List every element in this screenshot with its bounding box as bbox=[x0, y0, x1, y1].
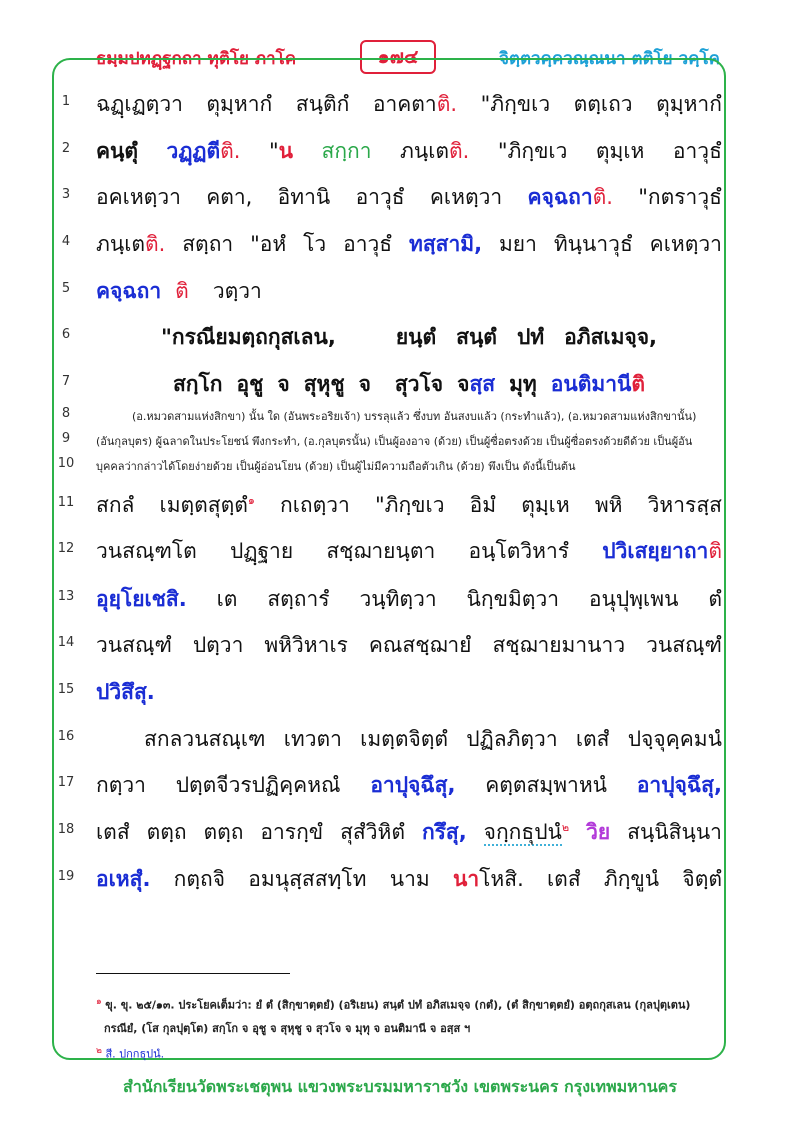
line-number: 15 bbox=[57, 682, 75, 697]
word: อนุปุพฺเพน bbox=[588, 587, 679, 611]
word: สุหุชู bbox=[303, 372, 345, 396]
word: เต bbox=[216, 587, 238, 611]
word: วิย bbox=[586, 820, 611, 844]
translation-line-8: (อ.หมวดสามแห่งสิกขา) นั้น ใด (อันพระอริยเจ้า) บรรลุแล้ว ซึ่งบท อันสงบแล้ว (กระทำแล้ว), (อ.หมวดสามแห่งสิกขานั้น) bbox=[132, 410, 697, 423]
word-part: นา bbox=[452, 867, 480, 891]
word bbox=[269, 135, 293, 168]
word: วนสณฺฑํ bbox=[646, 633, 722, 657]
word-suffix: สฺส bbox=[469, 372, 496, 396]
line-number: 2 bbox=[61, 141, 71, 156]
word-part: ภนฺเต bbox=[400, 139, 450, 163]
word: สตฺถา bbox=[182, 232, 234, 256]
word: มยา bbox=[498, 232, 537, 256]
word-part: อาคตา bbox=[372, 92, 437, 116]
word: อนฺโตวิหารํ bbox=[468, 539, 570, 563]
word: สกลวนสณฺเฑ bbox=[144, 727, 266, 751]
word bbox=[96, 228, 165, 261]
word: เตสํ bbox=[96, 820, 130, 844]
text-line-11 bbox=[96, 489, 722, 522]
line-number: 19 bbox=[57, 869, 75, 884]
word bbox=[160, 489, 255, 522]
footnote-divider bbox=[96, 973, 290, 974]
word: นิกฺขมิตฺวา bbox=[466, 587, 560, 611]
word: คตา, bbox=[206, 185, 253, 209]
verse-line-6 bbox=[96, 321, 722, 354]
word-suffix: ติ. bbox=[449, 139, 470, 163]
word bbox=[453, 863, 524, 896]
word: มุทุ bbox=[509, 372, 537, 396]
word: ทินฺนาวุธํ bbox=[553, 232, 633, 256]
word: อาปุจฺฉึสุ, bbox=[636, 773, 722, 797]
word: คณสชฺฌายํ bbox=[368, 633, 472, 657]
word: คเหตฺวา bbox=[429, 185, 503, 209]
word: "กรณียมตฺถกุสเลน, bbox=[160, 325, 336, 349]
word bbox=[602, 535, 722, 568]
word bbox=[551, 368, 645, 401]
word: อารกฺขํ bbox=[260, 820, 324, 844]
word: "ภิกฺขเว bbox=[480, 92, 551, 116]
word: สุวโจ bbox=[394, 372, 444, 396]
word: กตฺถจิ bbox=[173, 867, 226, 891]
quote-mark: " bbox=[268, 139, 279, 163]
word: ปตฺตจีวรปฏิคฺคหณํ bbox=[175, 773, 341, 797]
word: สุสํวิหิตํ bbox=[340, 820, 406, 844]
word: จิตฺตํ bbox=[682, 867, 722, 891]
footnote-ref[interactable]: ๒ bbox=[561, 821, 570, 834]
text-line-19 bbox=[96, 863, 722, 896]
footnote-mark: ๑ bbox=[96, 997, 102, 1007]
word: อิมํ bbox=[469, 493, 497, 517]
word: "อหํ bbox=[250, 232, 287, 256]
word-part: น bbox=[278, 139, 294, 163]
verse-line-7 bbox=[96, 368, 722, 401]
word: ตตฺถ bbox=[146, 820, 187, 844]
word bbox=[484, 816, 570, 849]
word-suffix: ติ. bbox=[145, 232, 166, 256]
text-line-17 bbox=[96, 769, 722, 802]
footnote-ref[interactable]: ๑ bbox=[247, 494, 255, 507]
line-number: 9 bbox=[61, 431, 71, 446]
translation-line-9: (อันกุลบุตร) ผู้ฉลาดในประโยชน์ พึงกระทำ, (อ.กุลบุตรนั้น) เป็นผู้องอาจ (ด้วย) เป็นผู้ซื่อตรงด้วย เป็นผู้ซื่อตรงด้วยดีด้วย เป็นผู้อัน bbox=[96, 435, 693, 448]
word: สนฺตํ bbox=[456, 325, 497, 349]
word: ปฏิลภิตฺวา bbox=[466, 727, 558, 751]
word-suffix: ติ. bbox=[436, 92, 458, 116]
word: ฉฏฺเฏตฺวา bbox=[96, 92, 183, 116]
word bbox=[400, 135, 469, 168]
word-part: ภนฺเต bbox=[96, 232, 146, 256]
line-number: 18 bbox=[57, 822, 75, 837]
footnote-mark: ๒ bbox=[96, 1046, 102, 1056]
word: กตฺวา bbox=[96, 773, 146, 797]
line-number: 16 bbox=[57, 729, 75, 744]
word: อาวุธํ bbox=[672, 139, 722, 163]
text-line-4 bbox=[96, 228, 722, 261]
word: ปตฺวา bbox=[192, 633, 244, 657]
text-line-15 bbox=[96, 676, 722, 709]
word: อาวุธํ bbox=[355, 185, 405, 209]
text-line-14 bbox=[96, 629, 722, 662]
footnote-1-continued bbox=[96, 1019, 734, 1037]
line-number: 1 bbox=[61, 94, 71, 109]
word: วนสณฺฑํ bbox=[96, 633, 172, 657]
word: ตุมฺเห bbox=[521, 493, 570, 517]
text-line-5 bbox=[96, 275, 722, 308]
word-part: อนติมานี bbox=[550, 372, 632, 396]
word: คตฺตสมฺพาหนํ bbox=[485, 773, 608, 797]
line-number: 4 bbox=[61, 234, 71, 249]
page-number-box: ๑๗๔ bbox=[360, 40, 436, 74]
word-part: ปวิเสยฺยาถา bbox=[602, 539, 709, 563]
word: วนสณฺฑโต bbox=[96, 539, 197, 563]
text-line-3 bbox=[96, 181, 722, 214]
word: อมนุสฺสสทฺโท bbox=[248, 867, 367, 891]
text-line-18 bbox=[96, 816, 722, 849]
word: ปจฺจุคฺคมนํ bbox=[627, 727, 722, 751]
word: กเถตฺวา bbox=[280, 493, 350, 517]
word: สกลํ bbox=[96, 493, 135, 517]
page-footer: สำนักเรียนวัดพระเชตุพน แขวงพระบรมมหาราชวัง เขตพระนคร กรุงเทพมหานคร bbox=[123, 1077, 677, 1096]
word: ปทํ bbox=[516, 325, 545, 349]
word-part: จ bbox=[457, 372, 470, 396]
header-right-title: จิตฺตวคฺควณฺณนา ตติโย วคฺโค bbox=[498, 49, 720, 69]
footnote-1 bbox=[96, 994, 726, 1014]
word: เทวตา bbox=[283, 727, 342, 751]
word: ทสฺสามิ, bbox=[408, 232, 483, 256]
word: สกฺโก bbox=[172, 372, 223, 396]
word-suffix: ติ bbox=[708, 539, 722, 563]
word: จ bbox=[277, 372, 290, 396]
translation-line-10: บุคคลว่ากล่าวได้โดยง่ายด้วย เป็นผู้อ่อนโยน (ด้วย) เป็นผู้ไม่มีความถือตัวเกิน (ด้วย) พึงเป็น ดังนี้เป็นต้น bbox=[96, 460, 576, 473]
word-suffix: ติ bbox=[631, 372, 646, 396]
word: ติ bbox=[175, 279, 189, 303]
word: ปวิสึสุ. bbox=[96, 680, 155, 704]
word: เตสํ bbox=[547, 867, 581, 891]
word: จ bbox=[358, 372, 371, 396]
text-line-1 bbox=[96, 88, 722, 121]
text-line-12 bbox=[96, 535, 722, 568]
word bbox=[527, 181, 613, 214]
line-number: 11 bbox=[57, 495, 75, 510]
word: อภิสเมจฺจ, bbox=[564, 325, 658, 349]
line-number: 7 bbox=[61, 374, 71, 389]
word: โว bbox=[303, 232, 327, 256]
word-part: วฏฺฏตี bbox=[166, 139, 221, 163]
word: วิหารสฺส bbox=[647, 493, 722, 517]
word: วนฺทิตฺวา bbox=[359, 587, 437, 611]
word: สกฺกา bbox=[321, 139, 372, 163]
word: ภิกฺขูนํ bbox=[603, 867, 660, 891]
word: สชฺฌายมานาว bbox=[492, 633, 626, 657]
word-part: จกฺกธุปนํ bbox=[483, 820, 562, 844]
line-number: 6 bbox=[61, 327, 71, 342]
word: พหิวิหาเร bbox=[264, 633, 348, 657]
word: สตฺถารํ bbox=[267, 587, 330, 611]
word: ตํ bbox=[708, 587, 722, 611]
word-suffix: โหสิ. bbox=[479, 867, 524, 891]
word: ตุมฺหากํ bbox=[206, 92, 273, 116]
line-number: 12 bbox=[57, 541, 75, 556]
word: สนฺติกํ bbox=[295, 92, 350, 116]
word: พหิ bbox=[594, 493, 623, 517]
line-number: 13 bbox=[57, 589, 75, 604]
word: ปฏฺฐาย bbox=[230, 539, 294, 563]
line-number: 5 bbox=[61, 281, 71, 296]
word: สนฺนิสินฺนา bbox=[627, 820, 722, 844]
footnote-text: สี. ปกฺกธุปนํ. bbox=[105, 1047, 165, 1061]
word: "ภิกฺขเว bbox=[497, 139, 568, 163]
header-left-title: ธมฺมปทฏฺฐกถา ทุติโย ภาโค bbox=[96, 49, 297, 69]
word: วตฺวา bbox=[212, 279, 262, 303]
word: อุยฺโยเชสิ. bbox=[96, 587, 187, 611]
text-line-16 bbox=[144, 723, 722, 756]
text-line-13 bbox=[96, 583, 722, 616]
word: อาวุธํ bbox=[343, 232, 393, 256]
word: เมตฺตจิตฺตํ bbox=[360, 727, 449, 751]
footnote-text: ขุ. ขุ. ๒๕/๑๓. ประโยคเต็มว่า: ยํ ตํ (สิกฺขาตฺตยํ) (อริเยน) สนฺตํ ปทํ อภิสเมจฺจ (กตํ), (ตํ สิกฺขาตฺตยํ) อตฺถกุสเลน (กุลปุตฺเตน) bbox=[105, 998, 691, 1012]
word: อเหสุํ. bbox=[96, 867, 151, 891]
word: เตสํ bbox=[575, 727, 610, 751]
word: ยนฺตํ bbox=[395, 325, 437, 349]
word: "ภิกฺขเว bbox=[374, 493, 445, 517]
line-number: 14 bbox=[57, 635, 75, 650]
word: อคเหตฺวา bbox=[96, 185, 181, 209]
word bbox=[457, 368, 495, 401]
word: "กตราวุธํ bbox=[638, 185, 722, 209]
line-number: 17 bbox=[57, 775, 75, 790]
word: ตุมฺเห bbox=[595, 139, 645, 163]
word: คจฺฉถา bbox=[96, 279, 162, 303]
word: กรึสุ, bbox=[421, 820, 467, 844]
word-suffix: ติ. bbox=[220, 139, 241, 163]
word: ตุมฺหากํ bbox=[656, 92, 722, 116]
footnote-text: กรณียํ, (โส กุลปุตฺโต) สกฺโก จ อุชู จ สุหุชู จ สุวโจ จ มุทุ จ อนติมานี จ อสฺส ฯ bbox=[104, 1022, 471, 1035]
footnote-2 bbox=[96, 1043, 726, 1063]
word: อาปุจฺฉึสุ, bbox=[370, 773, 456, 797]
word: ตตฺถ bbox=[203, 820, 244, 844]
word-suffix: ติ. bbox=[592, 185, 613, 209]
line-number: 8 bbox=[61, 406, 71, 421]
word: คเหตฺวา bbox=[649, 232, 722, 256]
word: อิทานิ bbox=[277, 185, 331, 209]
line-number: 3 bbox=[61, 187, 71, 202]
word: คนฺตุํ bbox=[96, 139, 139, 163]
word: อุชู bbox=[236, 372, 264, 396]
word-part: เมตฺตสุตฺตํ bbox=[159, 493, 248, 517]
word: สชฺฌายนฺตา bbox=[326, 539, 436, 563]
text-line-2 bbox=[96, 135, 722, 168]
line-number: 10 bbox=[57, 456, 75, 471]
word-part: คจฺฉถา bbox=[527, 185, 593, 209]
word: นาม bbox=[389, 867, 430, 891]
word bbox=[373, 88, 457, 121]
word bbox=[167, 135, 241, 168]
word: ตตฺเถว bbox=[573, 92, 633, 116]
